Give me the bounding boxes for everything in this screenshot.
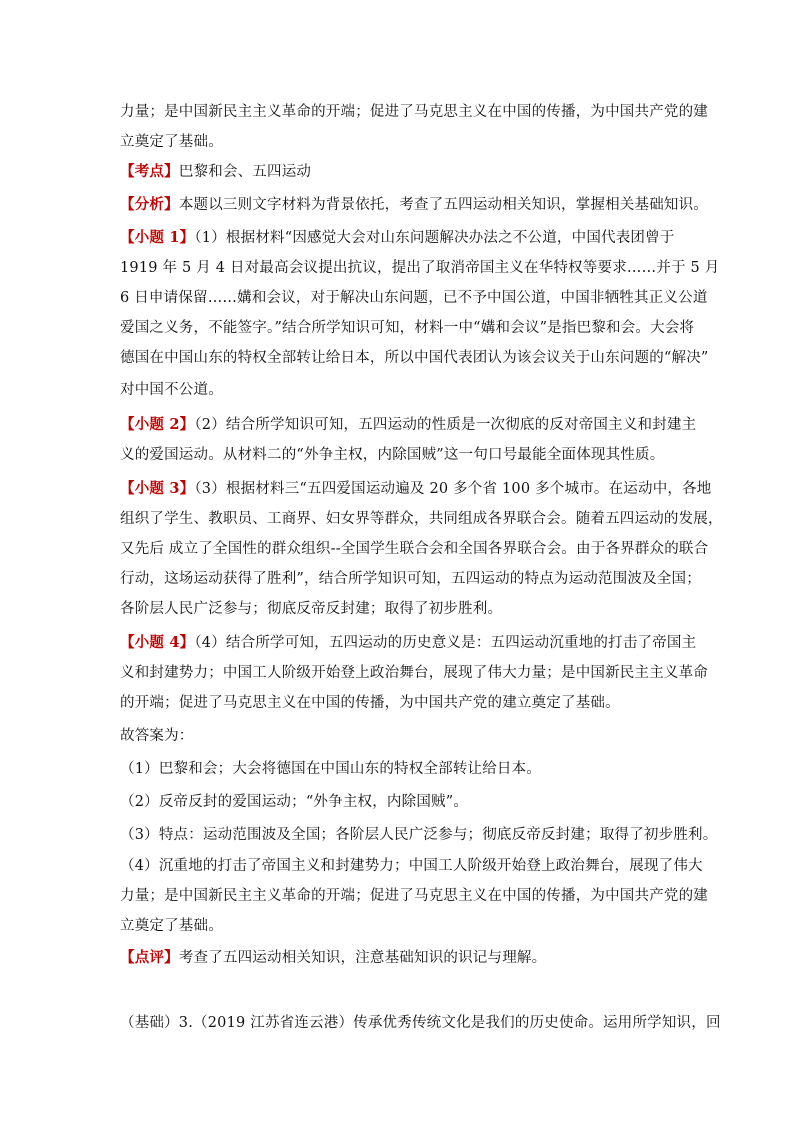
tag-dianping: 【点评】 [120, 949, 179, 966]
answer-1: （1）巴黎和会；大会将德国在中国山东的特权全部转让给日本。 [120, 761, 542, 777]
tag-kaodian: 【考点】 [120, 163, 179, 180]
section-question-3: 【小题 3】（3）根据材料三“五四爱国运动遍及 20 多个省 100 多个城市。在运动中，各地 [120, 480, 712, 497]
text-line-2: 立奠定了基础。 [120, 134, 223, 150]
text-line-20: 的开端；促进了马克思主义在中国的传播，为中国共产党的建立奠定了基础。 [120, 695, 620, 711]
answer-heading: 故答案为： [120, 728, 194, 744]
text-line-26: 力量；是中国新民主主义革命的开端；促进了马克思主义在中国的传播，为中国共产党的建 [120, 888, 708, 904]
text-line-7: 6 日申请保留……媾和会议，对于解决山东问题，已不予中国公道，中国非牺牲其正义公道 [120, 290, 708, 306]
tag-fenxi: 【分析】 [120, 196, 179, 213]
text-line-14: 组织了学生、教职员、工商界、妇女界等群众，共同组成各界联合会。随着五四运动的发展， [120, 511, 723, 527]
section-question-1: 【小题 1】（1）根据材料“因感觉大会对山东问题解决办法之不公道，中国代表团曾于 [120, 229, 675, 246]
tag-question-1: 【小题 1】 [120, 229, 195, 246]
text-line-9: 德国在中国山东的特权全部转让给日本，所以中国代表团认为该会议关于山东问题的“解决” [120, 350, 709, 366]
text-line-19: 义和封建势力；中国工人阶级开始登上政治舞台，展现了伟大力量；是中国新民主主义革命 [120, 665, 708, 681]
section-question-2: 【小题 2】（2）结合所学知识可知，五四运动的性质是一次彻底的反对帝国主义和封建主 [120, 416, 697, 433]
text-line-10: 对中国不公道。 [120, 382, 223, 398]
text-line-1: 力量；是中国新民主主义革命的开端；促进了马克思主义在中国的传播，为中国共产党的建 [120, 104, 708, 120]
answer-2: （2）反帝反封的爱国运动；“外争主权，内除国贼”。 [120, 794, 469, 810]
next-question: （基础）3.（2019 江苏省连云港）传承优秀传统文化是我们的历史使命。运用所学知识，回 [120, 1015, 721, 1031]
text-line-16: 行动，这场运动获得了胜利”，结合所学知识可知，五四运动的特点为运动范围波及全国； [120, 571, 701, 587]
text-line-15: 又先后 成立了全国性的群众组织--全国学生联合会和全国各界联合会。由于各界群众的联合 [120, 541, 709, 557]
section-fenxi: 【分析】本题以三则文字材料为背景依托，考查了五四运动相关知识，掌握相关基础知识。 [120, 196, 709, 213]
tag-question-2: 【小题 2】 [120, 416, 195, 433]
text-line-17: 各阶层人民广泛参与；彻底反帝反封建；取得了初步胜利。 [120, 601, 503, 617]
tag-question-4: 【小题 4】 [120, 634, 195, 651]
text-line-12: 义的爱国运动。从材料二的“外争主权，内除国贼”这一句口号最能全面体现其性质。 [120, 447, 665, 463]
section-dianping: 【点评】考查了五四运动相关知识，注意基础知识的识记与理解。 [120, 949, 547, 966]
answer-4: （4）沉重地的打击了帝国主义和封建势力；中国工人阶级开始登上政治舞台，展现了伟大 [120, 858, 703, 874]
section-kaodian: 【考点】巴黎和会、五四运动 [120, 163, 312, 180]
tag-question-3: 【小题 3】 [120, 480, 195, 497]
section-question-4: 【小题 4】（4）结合所学可知，五四运动的历史意义是：五四运动沉重地的打击了帝国主 [120, 634, 697, 651]
text-line-27: 立奠定了基础。 [120, 918, 223, 934]
text-line-6: 1919 年 5 月 4 日对最高会议提出抗议，提出了取消帝国主义在华特权等要求……并于 5 月 [120, 260, 720, 276]
answer-3: （3）特点：运动范围波及全国；各阶层人民广泛参与；彻底反帝反封建；取得了初步胜利。 [120, 827, 718, 843]
text-line-8: 爱国之义务，不能签字。”结合所学知识可知，材料一中“媾和会议”是指巴黎和会。大会将 [120, 320, 695, 336]
